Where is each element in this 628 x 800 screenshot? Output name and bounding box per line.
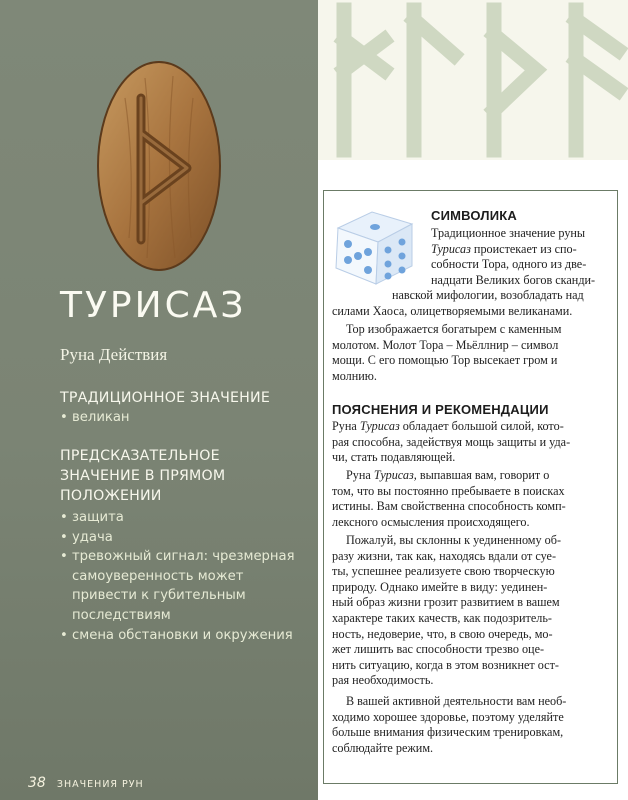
decorative-rune-band-icon	[318, 0, 628, 160]
recommendations-paragraph-4: В вашей активной деятельности вам необ- ходимо хорошее здоровье, поэтому уделяйте больше внимания физическим тренировкам, соблюдайте режим.	[332, 694, 567, 755]
thurisaz-rune-stone-icon	[95, 58, 223, 273]
page-footer	[28, 772, 144, 791]
list-item	[60, 547, 295, 625]
recommendations-paragraph-3: Пожалуй, вы склонны к уединенному об- разу жизни, так как, находясь вдали от суе- ты, успешнее реализуете свою творческую природу. Однако имейте в виду: уединен- ный образ жизни грозит развитием в вашем характере таких качеств, как подозритель- ность, недоверие, что, в свою очередь, мо- жет лишить вас способности трезво оце- нить ситуацию, когда в этом возникнет ост- рая необходимость.	[332, 533, 562, 688]
recommendations-paragraph-1: Руна Турисаз обладает большой силой, кото- рая способна, задействуя мощь защиты и уда- чи, стать подавляющей.	[332, 419, 571, 465]
list-item-line: самоуверенность может	[72, 568, 244, 584]
recommendations-heading: ПОЯСНЕНИЯ И РЕКОМЕНДАЦИИ	[332, 402, 549, 417]
recommendations-paragraph-2: Руна Турисаз, выпавшая вам, говорит о том, что вы постоянно пребываете в поисках истины. Вам свойственна способность комп- лексного осмысления происходящего.	[332, 468, 566, 529]
list-item: • защита	[60, 508, 295, 528]
list-item-line: тревожный сигнал: чрезмерная	[72, 549, 295, 565]
heading-line: ЗНАЧЕНИЕ В ПРЯМОМ	[60, 468, 226, 484]
heading-line: ПРЕДСКАЗАТЕЛЬНОЕ	[60, 448, 220, 464]
symbolism-paragraph-2: Тор изображается богатырем с каменным молотом. Молот Тора – Мьёллнир – символ мощи. С его помощью Тор высекает гром и молнию.	[332, 322, 562, 383]
list-item: • удача	[60, 528, 295, 548]
heading-line: ПОЛОЖЕНИИ	[60, 488, 162, 504]
list-item: • смена обстановки и окружения	[60, 626, 295, 646]
list-item-line: привести к губительным	[72, 588, 246, 604]
symbolism-paragraph-1a: Традиционное значение руны Турисаз проистекает из спо- собности Тора, одного из две- надцати Великих богов сканди-	[431, 226, 596, 287]
page-number: 38	[28, 775, 46, 791]
predictive-meaning-heading	[60, 446, 225, 506]
rune-subtitle: Руна Действия	[60, 345, 168, 364]
right-panel	[318, 0, 628, 800]
traditional-meaning-list	[60, 408, 130, 428]
traditional-meaning-heading: ТРАДИЦИОННОЕ ЗНАЧЕНИЕ	[60, 390, 271, 406]
symbolism-heading: СИМВОЛИКА	[431, 208, 518, 223]
list-item-line: последствиям	[72, 607, 171, 623]
rune-title: ТУРИСАЗ	[60, 285, 247, 326]
list-item: • великан	[60, 408, 130, 428]
symbolism-paragraph-1b: навской мифологии, возобладать над силами Хаоса, олицетворяемыми великанами.	[332, 288, 584, 318]
predictive-meaning-list	[60, 508, 295, 645]
footer-section-title: ЗНАЧЕНИЯ РУН	[56, 779, 144, 790]
